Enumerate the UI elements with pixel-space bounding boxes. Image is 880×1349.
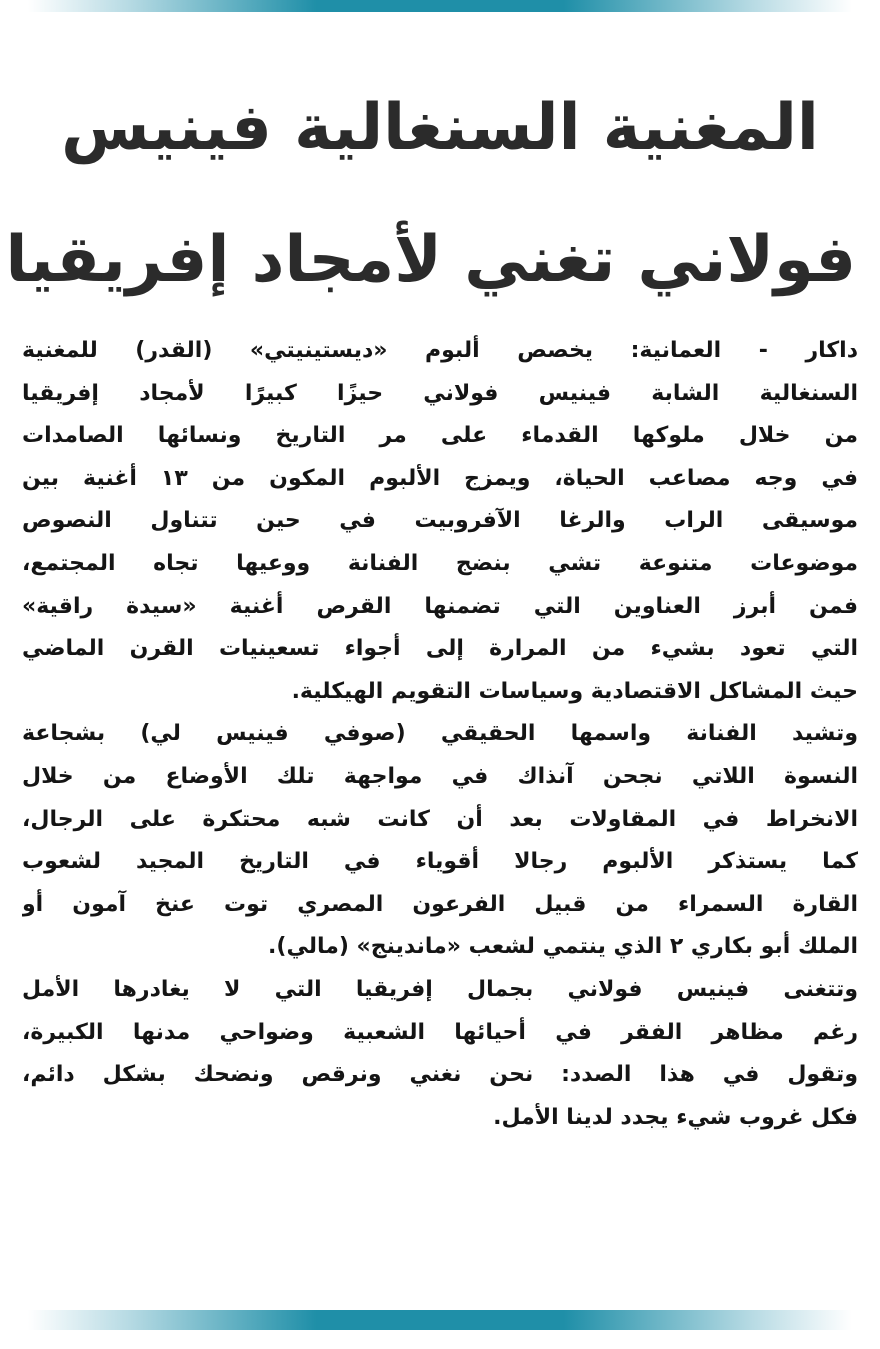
article-headline (5, 62, 856, 326)
article-line: موضوعات متنوعة تشي بنضج الفنانة ووعيها تجاه المجتمع، (22, 550, 858, 576)
article-line: رغم مظاهر الفقر في أحيائها الشعبية وضواحي مدنها الكبيرة، (22, 1019, 858, 1045)
article-line: وتقول في هذا الصدد: نحن نغني ونرقص ونضحك بشكل دائم، (22, 1062, 858, 1088)
article-line: وتشيد الفنانة واسمها الحقيقي (صوفي فينيس لي) بشجاعة (22, 721, 858, 747)
article-line: وتتغنى فينيس فولاني بجمال إفريقيا التي لا يغادرها الأمل (22, 976, 858, 1002)
headline-line-1: المغنية السنغالية فينيس (61, 91, 819, 165)
article-line: فمن أبرز العناوين التي تضمنها القرص أغنية «سيدة راقية» (22, 593, 858, 619)
headline-line-2: فولاني تغني لأمجاد إفريقيا (5, 223, 856, 297)
article-line: موسيقى الراب والرغا الآفروبيت في حين تتناول النصوص (22, 508, 858, 534)
article-line: الانخراط في المقاولات بعد أن كانت شبه محتكرة على الرجال، (22, 806, 858, 832)
article-line: الملك أبو بكاري ٢ الذي ينتمي لشعب «ماندينج» (مالي). (268, 934, 858, 960)
article-line: فكل غروب شيء يجدد لدينا الأمل. (493, 1104, 858, 1130)
article-body (22, 330, 858, 1139)
article-line: من خلال ملوكها القدماء على مر التاريخ ونسائها الصامدات (22, 423, 858, 449)
top-decorative-rule (28, 0, 852, 12)
article-line: حيث المشاكل الاقتصادية وسياسات التقويم الهيكلية. (291, 678, 858, 704)
article-line: في وجه مصاعب الحياة، ويمزج الألبوم المكون من ١٣ أغنية بين (22, 465, 858, 491)
article-line: داكار - العمانية: يخصص ألبوم «ديستينيتي» (القدر) للمغنية (22, 338, 858, 363)
article-line: التي تعود بشيء من المرارة إلى أجواء تسعينيات القرن الماضي (22, 636, 858, 662)
bottom-decorative-rule (28, 1310, 852, 1330)
article-line: كما يستذكر الألبوم رجالا أقوياء في التاريخ المجيد لشعوب (22, 849, 858, 875)
article-line: النسوة اللاتي نجحن آنذاك في مواجهة تلك الأوضاع من خلال (22, 763, 858, 789)
article-line: السنغالية الشابة فينيس فولاني حيزًا كبيرًا لأمجاد إفريقيا (22, 380, 858, 406)
article-line: القارة السمراء من قبيل الفرعون المصري توت عنخ آمون أو (22, 891, 858, 917)
